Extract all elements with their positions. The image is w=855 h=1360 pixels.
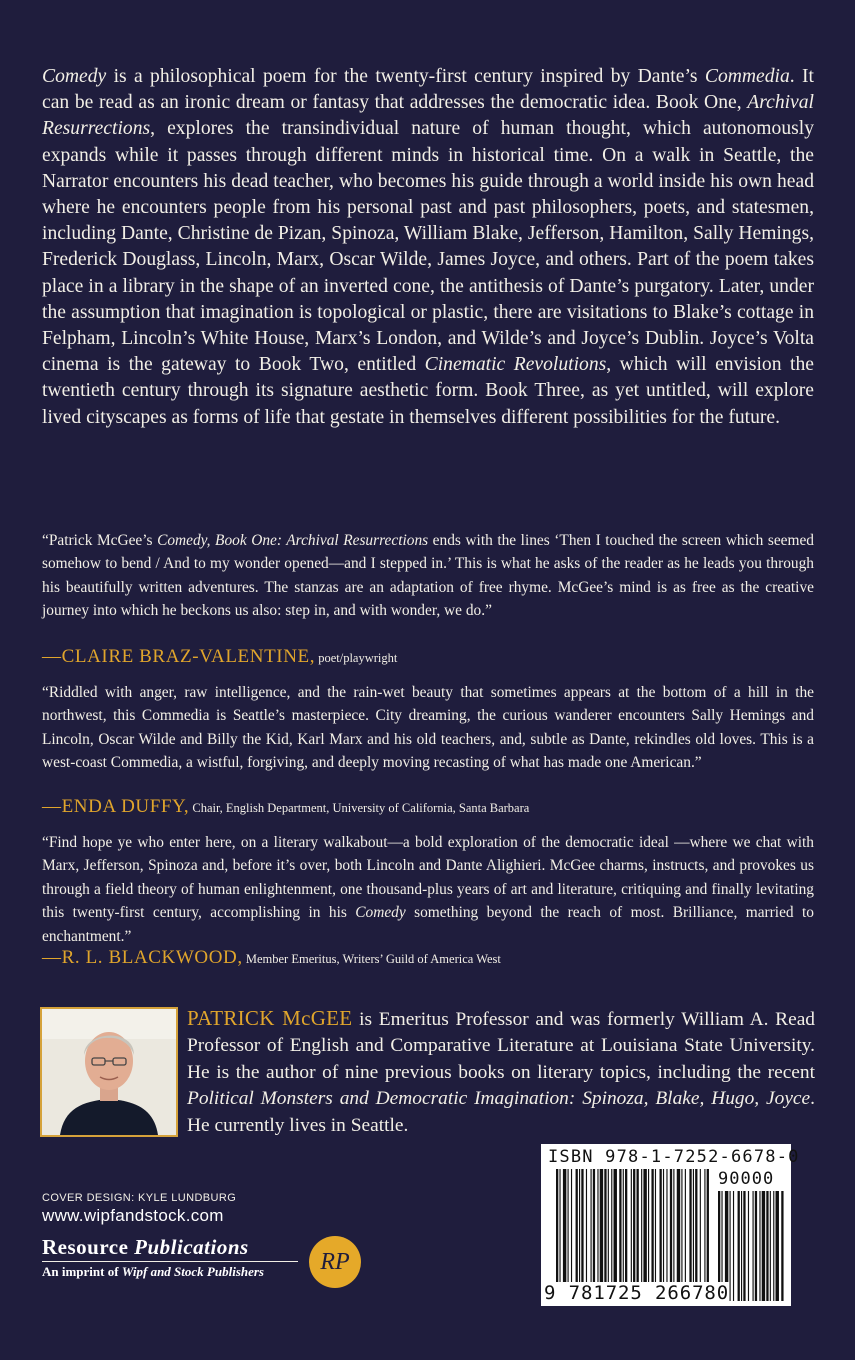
barcode-bar xyxy=(748,1191,749,1301)
barcode-bar xyxy=(704,1169,705,1285)
barcode-bar xyxy=(643,1169,646,1285)
barcode-bar xyxy=(556,1169,558,1285)
barcode-bar xyxy=(693,1169,694,1285)
barcode-bar xyxy=(766,1191,768,1301)
barcode-bar xyxy=(579,1169,580,1285)
publisher-name-part: Resource xyxy=(42,1235,135,1259)
barcode-bar xyxy=(743,1191,745,1301)
author-name: PATRICK McGEE xyxy=(187,1006,353,1030)
barcode-bar xyxy=(695,1169,697,1285)
barcode-bar xyxy=(666,1169,667,1285)
blurb-title: Comedy xyxy=(42,66,107,87)
barcode-bar xyxy=(571,1169,572,1285)
isbn-label: ISBN 978-1-7252-6678-0 xyxy=(548,1147,800,1167)
barcode-bar xyxy=(568,1169,569,1285)
blurb-text: is a philosophical poem for the twenty-first century inspired by Dante’s xyxy=(106,66,705,87)
quote-text: ends with the lines ‘Then I touched the screen which seemed somehow to bend / And to my wonder opened—and I stepped in.’ This is what he asks of the reader as he leads you through his beautifully written adventures. The stanzas are an adaptation of free rhyme. McGee’s mind is as free as the creative journey into which he beckons us also: step in, and with wonder, we do.” xyxy=(42,532,815,620)
author-bio xyxy=(187,1005,815,1139)
blurb-italic: Cinematic Revolutions xyxy=(424,354,607,376)
blurb-italic: Archival Resurrections xyxy=(42,92,814,140)
barcode-bar xyxy=(648,1169,649,1285)
author-portrait-illustration xyxy=(42,1009,176,1135)
barcode-bar xyxy=(741,1191,742,1301)
publisher-name xyxy=(42,1235,249,1260)
barcode-bar xyxy=(730,1191,731,1301)
quote-text: “Patrick McGee’s xyxy=(42,532,158,549)
price-code: 90000 xyxy=(718,1169,775,1189)
endorsement-quote-3 xyxy=(42,831,814,948)
barcode-bar xyxy=(576,1169,578,1285)
endorser-role: Member Emeritus, Writers’ Guild of America West xyxy=(242,952,501,966)
barcode-bar xyxy=(623,1169,624,1285)
barcode-bar xyxy=(707,1169,709,1285)
endorser-name: —ENDA DUFFY, xyxy=(42,796,190,817)
bio-book-title: Political Monsters and Democratic Imagination: Spinoza, Blake, Hugo, Joyce xyxy=(187,1088,811,1110)
barcode-bar xyxy=(581,1169,583,1285)
isbn-barcode xyxy=(541,1144,800,1306)
endorsement-attribution-2 xyxy=(42,797,814,818)
blurb-text: , which will envision the twentieth century through its signature aesthetic form. Book Three, as yet untitled, will explore lived cityscapes as forms of life that gestate in themselves different possibilities for the future. xyxy=(42,354,814,428)
barcode-bar xyxy=(663,1169,664,1285)
barcode-bar xyxy=(677,1169,680,1285)
barcode-bar xyxy=(619,1169,621,1285)
barcode-bar xyxy=(641,1169,642,1285)
endorser-name: —CLAIRE BRAZ-VALENTINE, xyxy=(42,646,316,667)
barcode-bar xyxy=(733,1191,734,1301)
quote-text: “Riddled with anger, raw intelligence, and the rain-wet beauty that sometimes appears at the bottom of a hill in the northwest, this Commedia is Seattle’s masterpiece. City dreaming, the curious wanderer encounters Sally Hemings and Lincoln, Oscar Wilde and Billy the Kid, Karl Marx and his old teachers, and, subtle as Dante, rekindles old loves. This is a west-coast Commedia, a wistful, forgiving, and deeply moving recasting of what has made one American.” xyxy=(42,684,814,772)
barcode-bar xyxy=(637,1169,639,1285)
barcode-bar xyxy=(759,1191,760,1301)
cover-design-credit: COVER DESIGN: KYLE LUNDBURG xyxy=(42,1192,237,1204)
endorsement-quote-2 xyxy=(42,681,814,775)
barcode-bar xyxy=(655,1169,656,1285)
ean-digits: 9 781725 266780 xyxy=(544,1282,730,1304)
barcode-bar xyxy=(762,1191,765,1301)
quote-text: something beyond the reach of most. Brilliance, married to enchantment.” xyxy=(42,904,814,945)
endorsement-quote-1 xyxy=(42,529,814,623)
barcode-bar xyxy=(670,1169,672,1285)
quote-italic: Comedy xyxy=(355,904,406,922)
barcode-bar xyxy=(738,1191,740,1301)
barcode-bar xyxy=(608,1169,609,1285)
barcode-bar xyxy=(611,1169,612,1285)
barcode-bar xyxy=(604,1169,606,1285)
publisher-website: www.wipfandstock.com xyxy=(42,1206,224,1225)
bio-text: . He currently lives in Seattle. xyxy=(187,1088,815,1136)
barcode-bar xyxy=(586,1169,587,1285)
barcode-bar xyxy=(597,1169,598,1285)
barcode-bar xyxy=(781,1191,783,1301)
barcode-bar xyxy=(660,1169,662,1285)
endorsement-attribution-3 xyxy=(42,948,814,969)
imprint-prefix: An imprint of xyxy=(42,1264,122,1279)
quote-italic: Comedy, Book One: Archival Resurrections xyxy=(157,532,429,549)
barcode-bar xyxy=(753,1191,754,1301)
barcode-bar xyxy=(700,1169,701,1285)
imprint-publisher: Wipf and Stock Publishers xyxy=(121,1264,264,1279)
author-photo xyxy=(40,1007,178,1137)
back-cover-blurb xyxy=(42,64,814,431)
publisher-logo: RP xyxy=(309,1236,361,1288)
barcode-bar xyxy=(773,1191,774,1301)
barcode-bar xyxy=(593,1169,595,1285)
barcode-bar xyxy=(633,1169,635,1285)
blurb-text: , explores the transindividual nature of human thought, which autonomously expands while it passes through different minds in historical time. On a walk in Seattle, the Narrator encounters his dead teacher, who becomes his guide through a world inside his own head where he encounters people from his personal past and past philosophers, poets, and statesmen, including Dante, Christine de Pizan, Spinoza, William Blake, Jefferson, Hamilton, Sally Hemings, Frederick Douglass, Lincoln, Marx, Oscar Wilde, James Joyce, and others. Part of the poem takes place in a library in the shape of an inverted cone, the antithesis of Dante’s purgatory. Later, under the assumption that imagination is topological or plastic, there are visitations to Blake’s cottage in Felpham, Lincoln’s White House, Marx’s London, and Wilde’s and Joyce’s Dublin. Joyce’s Volta cinema is the gateway to Book Two, entitled xyxy=(42,118,814,376)
barcode-bar xyxy=(600,1169,603,1285)
barcode-bar xyxy=(776,1191,779,1301)
endorser-role: Chair, English Department, University of California, Santa Barbara xyxy=(189,801,530,815)
barcode-bar xyxy=(563,1169,566,1285)
barcode-bar xyxy=(651,1169,653,1285)
barcode-bar xyxy=(770,1191,771,1301)
publisher-divider xyxy=(42,1261,298,1262)
barcode-bar xyxy=(681,1169,682,1285)
barcode-bar xyxy=(755,1191,757,1301)
barcode-bar xyxy=(631,1169,632,1285)
imprint-line xyxy=(42,1264,264,1280)
bio-text: is Emeritus Professor and was formerly William A. Read Professor of English and Comparative Literature at Louisiana State University. He is the author of nine previous books on literary topics, including the recent xyxy=(187,1009,815,1083)
endorser-role: poet/playwright xyxy=(315,651,398,665)
barcode-bar xyxy=(685,1169,686,1285)
blurb-text: . It can be read as an ironic dream or fantasy that addresses the democratic idea. Book One, xyxy=(42,66,815,114)
barcode-bar xyxy=(614,1169,617,1285)
barcode-bar xyxy=(673,1169,674,1285)
publisher-name-italic: Publications xyxy=(134,1235,249,1259)
endorser-name: —R. L. BLACKWOOD, xyxy=(42,947,243,968)
barcode-bar xyxy=(689,1169,691,1285)
barcode-bar xyxy=(591,1169,592,1285)
endorsement-attribution-1 xyxy=(42,647,814,668)
barcode-bar xyxy=(625,1169,627,1285)
barcode-bar xyxy=(559,1169,560,1285)
blurb-italic: Commedia xyxy=(704,66,790,87)
quote-text: “Find hope ye who enter here, on a literary walkabout—a bold exploration of the democratic ideal —where we chat with Marx, Jefferson, Spinoza and, before it’s over, both Lincoln and Dante Alighieri. McGee charms, instructs, and provokes us through a field theory of human enlightenment, one thousand-plus years of art and literature, critiquing and finally levitating this twenty-first century, accomplishing in his xyxy=(42,834,814,922)
